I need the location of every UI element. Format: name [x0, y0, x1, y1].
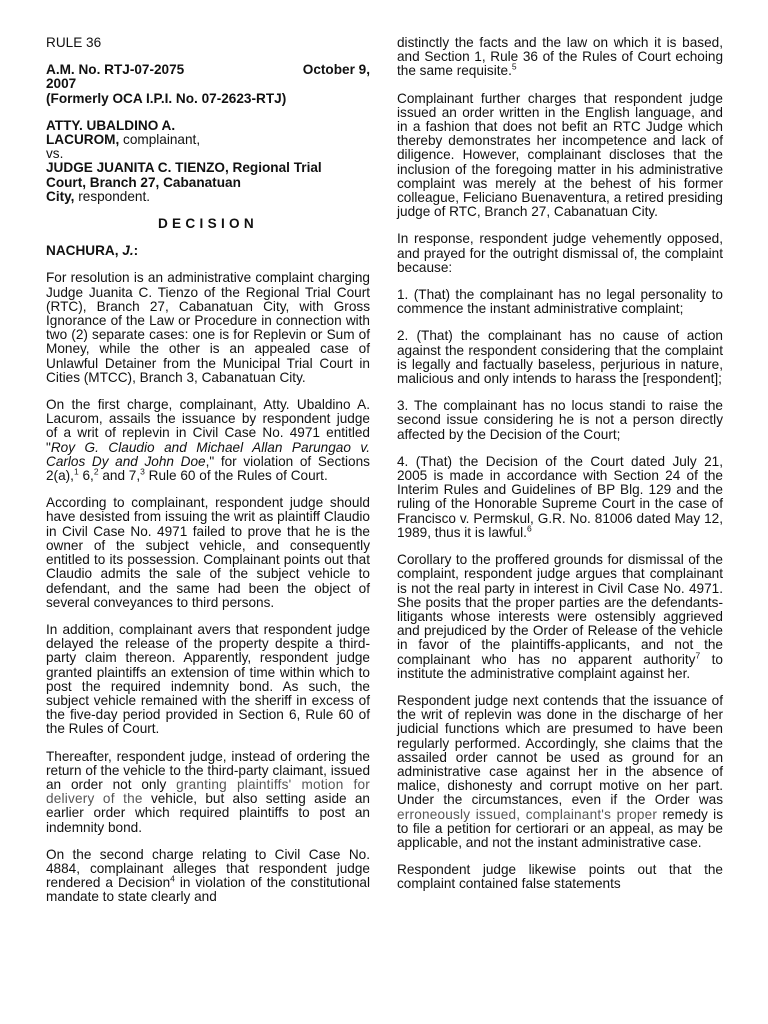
text: and 7,: [98, 468, 141, 484]
versus: vs.: [46, 146, 64, 162]
paragraph: In response, respondent judge vehemently opposed, and prayed for the outright dismissal of, the complaint because:: [397, 231, 723, 275]
text-light: erroneously issued, complainant's proper: [397, 806, 658, 822]
ponente-colon: :: [133, 243, 139, 259]
text: vehicle, but also setting aside an earlier order which required plaintiffs to post an indemnity bond.: [46, 791, 370, 835]
footnote-ref-6[interactable]: 6: [526, 523, 532, 534]
list-item: [397, 455, 723, 540]
paragraph: Respondent judge likewise points out that the complaint contained false statements: [397, 862, 723, 892]
formerly-case: (Formerly OCA I.P.I. No. 07-2623-RTJ): [46, 90, 287, 106]
respondent-role: respondent.: [74, 188, 151, 204]
complainant-name-2: LACUROM,: [46, 132, 120, 148]
right-column: [397, 36, 723, 892]
left-column: [46, 36, 370, 905]
footnote-ref-2[interactable]: 2: [93, 466, 99, 477]
text: Rule 60 of the Rules of Court.: [144, 468, 328, 484]
list-item: 3. The complainant has no locus standi to raise the second issue considering he is not a person directly affected by the Decision of the Court;: [397, 398, 723, 442]
ponente-name: NACHURA,: [46, 243, 119, 259]
paragraph: [397, 553, 723, 681]
paragraph: [46, 848, 370, 905]
paragraph: According to complainant, respondent judge should have desisted from issuing the writ as plaintiff Claudio in Civil Case No. 4971 failed to prove that he is the owner of the subject vehicle, and consequently entitled to its possession. Complainant points out that Claudio admits the sale of the subject vehicle to defendant, and the same had been the object of several conveyances to third persons.: [46, 495, 370, 610]
respondent-name-1: JUDGE JUANITA C. TIENZO, Regional Trial: [46, 160, 322, 176]
list-item: 1. (That) the complainant has no legal personality to commence the instant administrative complaint;: [397, 287, 723, 317]
paragraph: [46, 750, 370, 835]
text: 6,: [78, 468, 94, 484]
decision-title: DECISION: [157, 216, 259, 232]
case-number: A.M. No. RTJ-07-2075: [46, 62, 185, 78]
text: Corollary to the proffered grounds for dismissal of the complaint, respondent judge argues that complainant is not the real party in interest in Civil Case No. 4971. She posits that the proper parties are the defendants-litigants whose interests were ostensibly aggrieved and prejudiced by the Order of Release of the vehicle in favor of the plaintiffs-applicants, and not the complainant who has no apparent authority: [397, 552, 723, 667]
rule-heading: RULE 36: [46, 35, 102, 50]
text-light: granting plaintiffs' motion for delivery of the: [46, 776, 370, 807]
text: to institute the administrative complaint against her.: [397, 651, 723, 681]
text: On the first charge, complainant, Atty. Ubaldino A. Lacurom, assails the issuance by respondent judge of a writ of replevin in Civil Case No. 4971 entitled ": [46, 397, 370, 455]
text: Thereafter, respondent judge, instead of ordering the return of the vehicle to the third-party claimant, issued an order not only: [46, 748, 370, 792]
text: distinctly the facts and the law on which it is based, and Section 1, Rule 36 of the Rules of Court echoing the same requisite.: [397, 35, 723, 79]
footnote-ref-4[interactable]: 4: [170, 873, 175, 884]
paragraph: [397, 36, 723, 79]
ponente: [46, 244, 370, 258]
paragraph: [397, 694, 723, 850]
footnote-ref-5[interactable]: 5: [511, 61, 517, 72]
footnote-ref-1[interactable]: 1: [73, 466, 79, 477]
paragraph: In addition, complainant avers that respondent judge delayed the release of the property despite a third-party claim thereon. Apparently, respondent judge granted plaintiffs an extension of time within which to post the required indemnity bond. As such, the subject vehicle remained with the sheriff in excess of the five-day period provided in Section 6, Rule 60 of the Rules of Court.: [46, 621, 370, 737]
paragraph: Complainant further charges that respondent judge issued an order written in the English language, and in a fashion that does not befit an RTC Judge which thereby demonstrates her incompetence and lack of diligence. However, complainant discloses that the inclusion of the foregoing matter in his administrative complaint was merely at the behest of his former colleague, Feliciano Buenaventura, a retired presiding judge of RTC, Branch 27, Cabanatuan City.: [397, 90, 723, 220]
ponente-j: J.: [122, 243, 134, 259]
text: ," for violation of Sections 2(a),: [46, 453, 370, 484]
complainant-name-1: ATTY. UBALDINO A.: [46, 117, 176, 133]
footnote-ref-7[interactable]: 7: [695, 649, 701, 660]
text: On the second charge relating to Civil Case No. 4884, complainant alleges that respondent judge rendered a Decision: [46, 846, 370, 891]
respondent-name-3: City,: [46, 188, 75, 204]
list-item: 2. (That) the complainant has no cause of action against the respondent considering that the complaint is legally and factually baseless, perjurious in nature, malicious and only intends to harass the [respondent];: [397, 328, 723, 387]
text: Respondent judge next contends that the issuance of the writ of replevin was done in the discharge of her judicial functions which are presumed to have been regularly performed. Accordingly, she claims that the assailed order cannot be used as ground for an administrative case against her in the absence of malice, dishonesty and corrupt motive on her part. Under the circumstances, even if the Order was: [397, 692, 723, 808]
case-title: Roy G. Claudio and Michael Allan Parungao v. Carlos Dy and John Doe: [46, 439, 370, 469]
decision-date: October 9,: [302, 62, 370, 78]
decision-year: 2007: [46, 76, 77, 92]
text: remedy is to file a petition for certiorari or an appeal, as may be applicable, and not the instant administrative case.: [397, 806, 723, 850]
case-number-line: [46, 63, 370, 77]
complainant-block: [46, 119, 370, 204]
complainant-role: complainant,: [119, 132, 201, 148]
respondent-name-2: Court, Branch 27, Cabanatuan: [46, 174, 241, 190]
footnote-ref-3[interactable]: 3: [140, 466, 145, 477]
paragraph: For resolution is an administrative complaint charging Judge Juanita C. Tienzo of the Regional Trial Court (RTC), Branch 27, Cabanatuan City, with Gross Ignorance of the Law or Procedure in connection with two (2) separate cases: one is for Replevin or Sum of Money, while the other is an appealed case of Unlawful Detainer from the Municipal Trial Court in Cities (MTCC), Branch 3, Cabanatuan City.: [46, 270, 370, 385]
text: in violation of the constitutional mandate to state clearly and: [46, 875, 370, 905]
paragraph: [46, 398, 370, 483]
text: 4. (That) the Decision of the Court dated July 21, 2005 is made in accordance with Section 24 of the Interim Rules and Guidelines of BP Blg. 129 and the ruling of the Honorable Supreme Court in the case of Francisco v. Permskul, G.R. No. 81006 dated May 12, 1989, thus it is lawful.: [397, 453, 723, 540]
